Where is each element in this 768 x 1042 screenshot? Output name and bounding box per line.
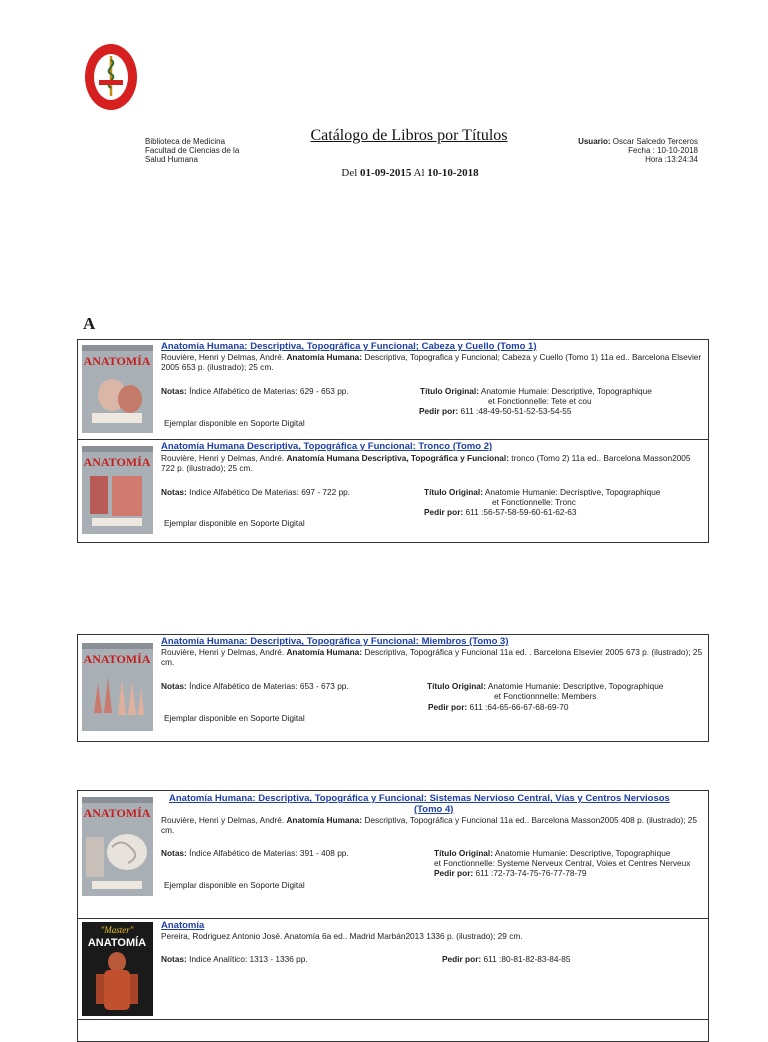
digital-availability: Ejemplar disponible en Soporte Digital (164, 880, 305, 890)
book-notes (161, 386, 349, 396)
original-title-label: Título Original: (420, 386, 479, 396)
notes-value: Indice Analítico: 1313 - 1336 pp. (189, 954, 308, 964)
book-title-bold: Anatomía Humana: (286, 815, 363, 825)
row-divider (78, 439, 708, 440)
original-title-label: Título Original: (424, 487, 483, 497)
notes-label: Notas: (161, 954, 187, 964)
book-title-link[interactable]: Anatomía Humana: Descriptiva, Topográfica y Funcional: Miembros (Tomo 3) (161, 636, 509, 647)
notes-value: Indice Alfabético De Materias: 697 - 722 pp. (189, 487, 351, 497)
notes-label: Notas: (161, 681, 187, 691)
university-seal-logo (84, 42, 138, 112)
book-details: Descriptiva, Topográfica y Funcional 11a ed.. Barcelona Masson2005 408 p. (ilustrado); 25 cm. (161, 815, 698, 835)
book-notes (161, 848, 349, 858)
request-code (428, 702, 569, 712)
cover-title: ANATOMÍA (83, 354, 151, 368)
book-authors: Rouvière, Henri y Delmas, André. (161, 647, 285, 657)
request-label: Pedir por: (428, 702, 468, 712)
date-to-label: Al (413, 167, 425, 179)
book-cover (82, 345, 153, 433)
book-title-bold: Anatomía Humana: (286, 352, 363, 362)
library-line: Biblioteca de Medicina (145, 137, 226, 146)
cover-title: ANATOMÍA (83, 652, 151, 666)
original-title-value: Anatomie Humanie: Decrisptive, Topographique (484, 487, 661, 497)
original-title-value: Anatomie Humaie: Descriptive, Topographique (480, 386, 652, 396)
cover-top: "Master" (100, 925, 134, 935)
cover-title: ANATOMÍA (83, 455, 151, 469)
anatomy-cover-image (82, 446, 153, 534)
book-authors: Rouvière, Henri y Delmas, André. (161, 352, 285, 362)
request-label: Pedir por: (424, 507, 464, 517)
request-label: Pedir por: (442, 954, 482, 964)
original-title-value: Anatomie Humanie: Descriptive, Topographique (487, 681, 664, 691)
book-title-link[interactable]: Anatomía (161, 920, 205, 931)
original-title-value: Anatomie Humanie: Descriptive, Topographique (494, 848, 671, 858)
book-details: Descriptiva, Topográfica y Funcional 11a ed. . Barcelona Elsevier 2005 673 p. (ilustrado); 25 cm. (161, 647, 703, 667)
book-title-link[interactable]: Anatomía Humana Descriptiva, Topográfica y Funcional: Tronco (Tomo 2) (161, 441, 493, 452)
section-letter: A (83, 314, 96, 333)
date-from: 01-09-2015 (360, 167, 412, 179)
notes-label: Notas: (161, 848, 187, 858)
original-title-cont: et Fonctionnelle: Systeme Nerveux Central, Voies et Centres Nerveux (434, 858, 691, 868)
book-description: Pereira, Rodriguez Antonio José. Anatomía 6a ed.. Madrid Marbán2013 1336 p. (ilustrado); 29 cm. (161, 931, 523, 941)
book-title-link-cont[interactable]: (Tomo 4) (414, 804, 454, 815)
user-label: Usuario: (578, 137, 611, 146)
book-notes (161, 487, 350, 497)
date-from-label: Del (341, 167, 358, 179)
request-label: Pedir por: (419, 406, 459, 416)
book-description (161, 453, 706, 473)
anatomy-cover-image (82, 345, 153, 433)
request-value: 611 :48-49-50-51-52-53-54-55 (460, 406, 572, 416)
book-cover (82, 446, 153, 534)
book-details: tronco (Tomo 2) 11a ed.. Barcelona Masson2005 722 p. (ilustrado); 25 cm. (161, 453, 691, 473)
book-authors: Rouvière, Henri y Delmas, André. (161, 453, 285, 463)
book-cover (82, 797, 153, 896)
original-title-label: Título Original: (434, 848, 493, 858)
original-title (420, 386, 652, 396)
page-title: Catálogo de Libros por Títulos (310, 127, 508, 144)
book-title-link[interactable]: Anatomía Humana: Descriptiva, Topográfica y Funcional; Cabeza y Cuello (Tomo 1) (161, 341, 537, 352)
original-title (427, 681, 663, 691)
digital-availability: Ejemplar disponible en Soporte Digital (164, 418, 305, 428)
book-authors: Rouvière, Henri y Delmas, André. (161, 815, 285, 825)
cover-title: ANATOMÍA (83, 806, 151, 820)
book-notes (161, 681, 349, 691)
notes-value: Índice Alfabético de Materias: 653 - 673 pp. (189, 681, 349, 691)
notes-label: Notas: (161, 386, 187, 396)
report-date: Fecha : 10-10-2018 (628, 146, 698, 155)
date-to: 10-10-2018 (427, 167, 479, 179)
original-title-cont: et Fonctionnelle: Tronc (492, 497, 576, 507)
date-range (300, 167, 520, 179)
row-divider (78, 918, 708, 919)
notes-value: Índice Alfabético de Materias: 629 - 653 pp. (189, 386, 349, 396)
notes-value: Índice Alfabético de Materias: 391 - 408 pp. (189, 848, 349, 858)
anatomy-cover-image (82, 797, 153, 896)
user-info (578, 137, 698, 164)
request-value: 611 :72-73-74-75-76-77-78-79 (475, 868, 587, 878)
cover-title: ANATOMÍA (87, 937, 147, 949)
library-info (145, 137, 239, 164)
book-cover (82, 643, 153, 731)
request-code (434, 868, 587, 878)
book-notes (161, 954, 308, 964)
digital-availability: Ejemplar disponible en Soporte Digital (164, 713, 305, 723)
notes-label: Notas: (161, 487, 187, 497)
book-cover (82, 922, 153, 1016)
digital-availability: Ejemplar disponible en Soporte Digital (164, 518, 305, 528)
request-code (424, 507, 577, 517)
library-line: Salud Humana (145, 155, 198, 164)
original-title (434, 848, 670, 858)
book-title-link[interactable]: Anatomía Humana: Descriptiva, Topográfica y Funcional: Sistemas Nervioso Central, Vías y Centros Nerviosos (169, 793, 670, 804)
book-description (161, 352, 706, 372)
original-title-cont: et Fonctionnelle: Tete et cou (488, 396, 592, 406)
book-details: Descriptiva, Topografica y Funcional; Cabeza y Cuello (Tomo 1) 11a ed.. Barcelona Elsevier 2005 653 p. (ilustrado); 25 cm. (161, 352, 702, 372)
original-title-cont: et Fonctionnnelle: Members (494, 691, 597, 701)
anatomy-cover-image (82, 643, 153, 731)
request-value: 611 :64-65-66-67-68-69-70 (469, 702, 569, 712)
request-value: 611 :80-81-82-83-84-85 (483, 954, 571, 964)
request-code (419, 406, 572, 416)
book-title-bold: Anatomía Humana Descriptiva, Topográfica y Funcional: (286, 453, 509, 463)
book-title-bold: Anatomía Humana: (286, 647, 363, 657)
library-line: Facultad de Ciencias de la (145, 146, 240, 155)
report-time: Hora :13:24:34 (645, 155, 698, 164)
original-title-label: Título Original: (427, 681, 486, 691)
request-code (442, 954, 571, 964)
book-description (161, 815, 706, 835)
book-description (161, 647, 706, 667)
original-title (424, 487, 660, 497)
master-anatomy-cover-image (82, 922, 153, 1016)
request-value: 611 :56-57-58-59-60-61-62-63 (465, 507, 577, 517)
row-divider (78, 1019, 708, 1020)
user-name: Oscar Salcedo Terceros (612, 137, 698, 146)
request-label: Pedir por: (434, 868, 474, 878)
